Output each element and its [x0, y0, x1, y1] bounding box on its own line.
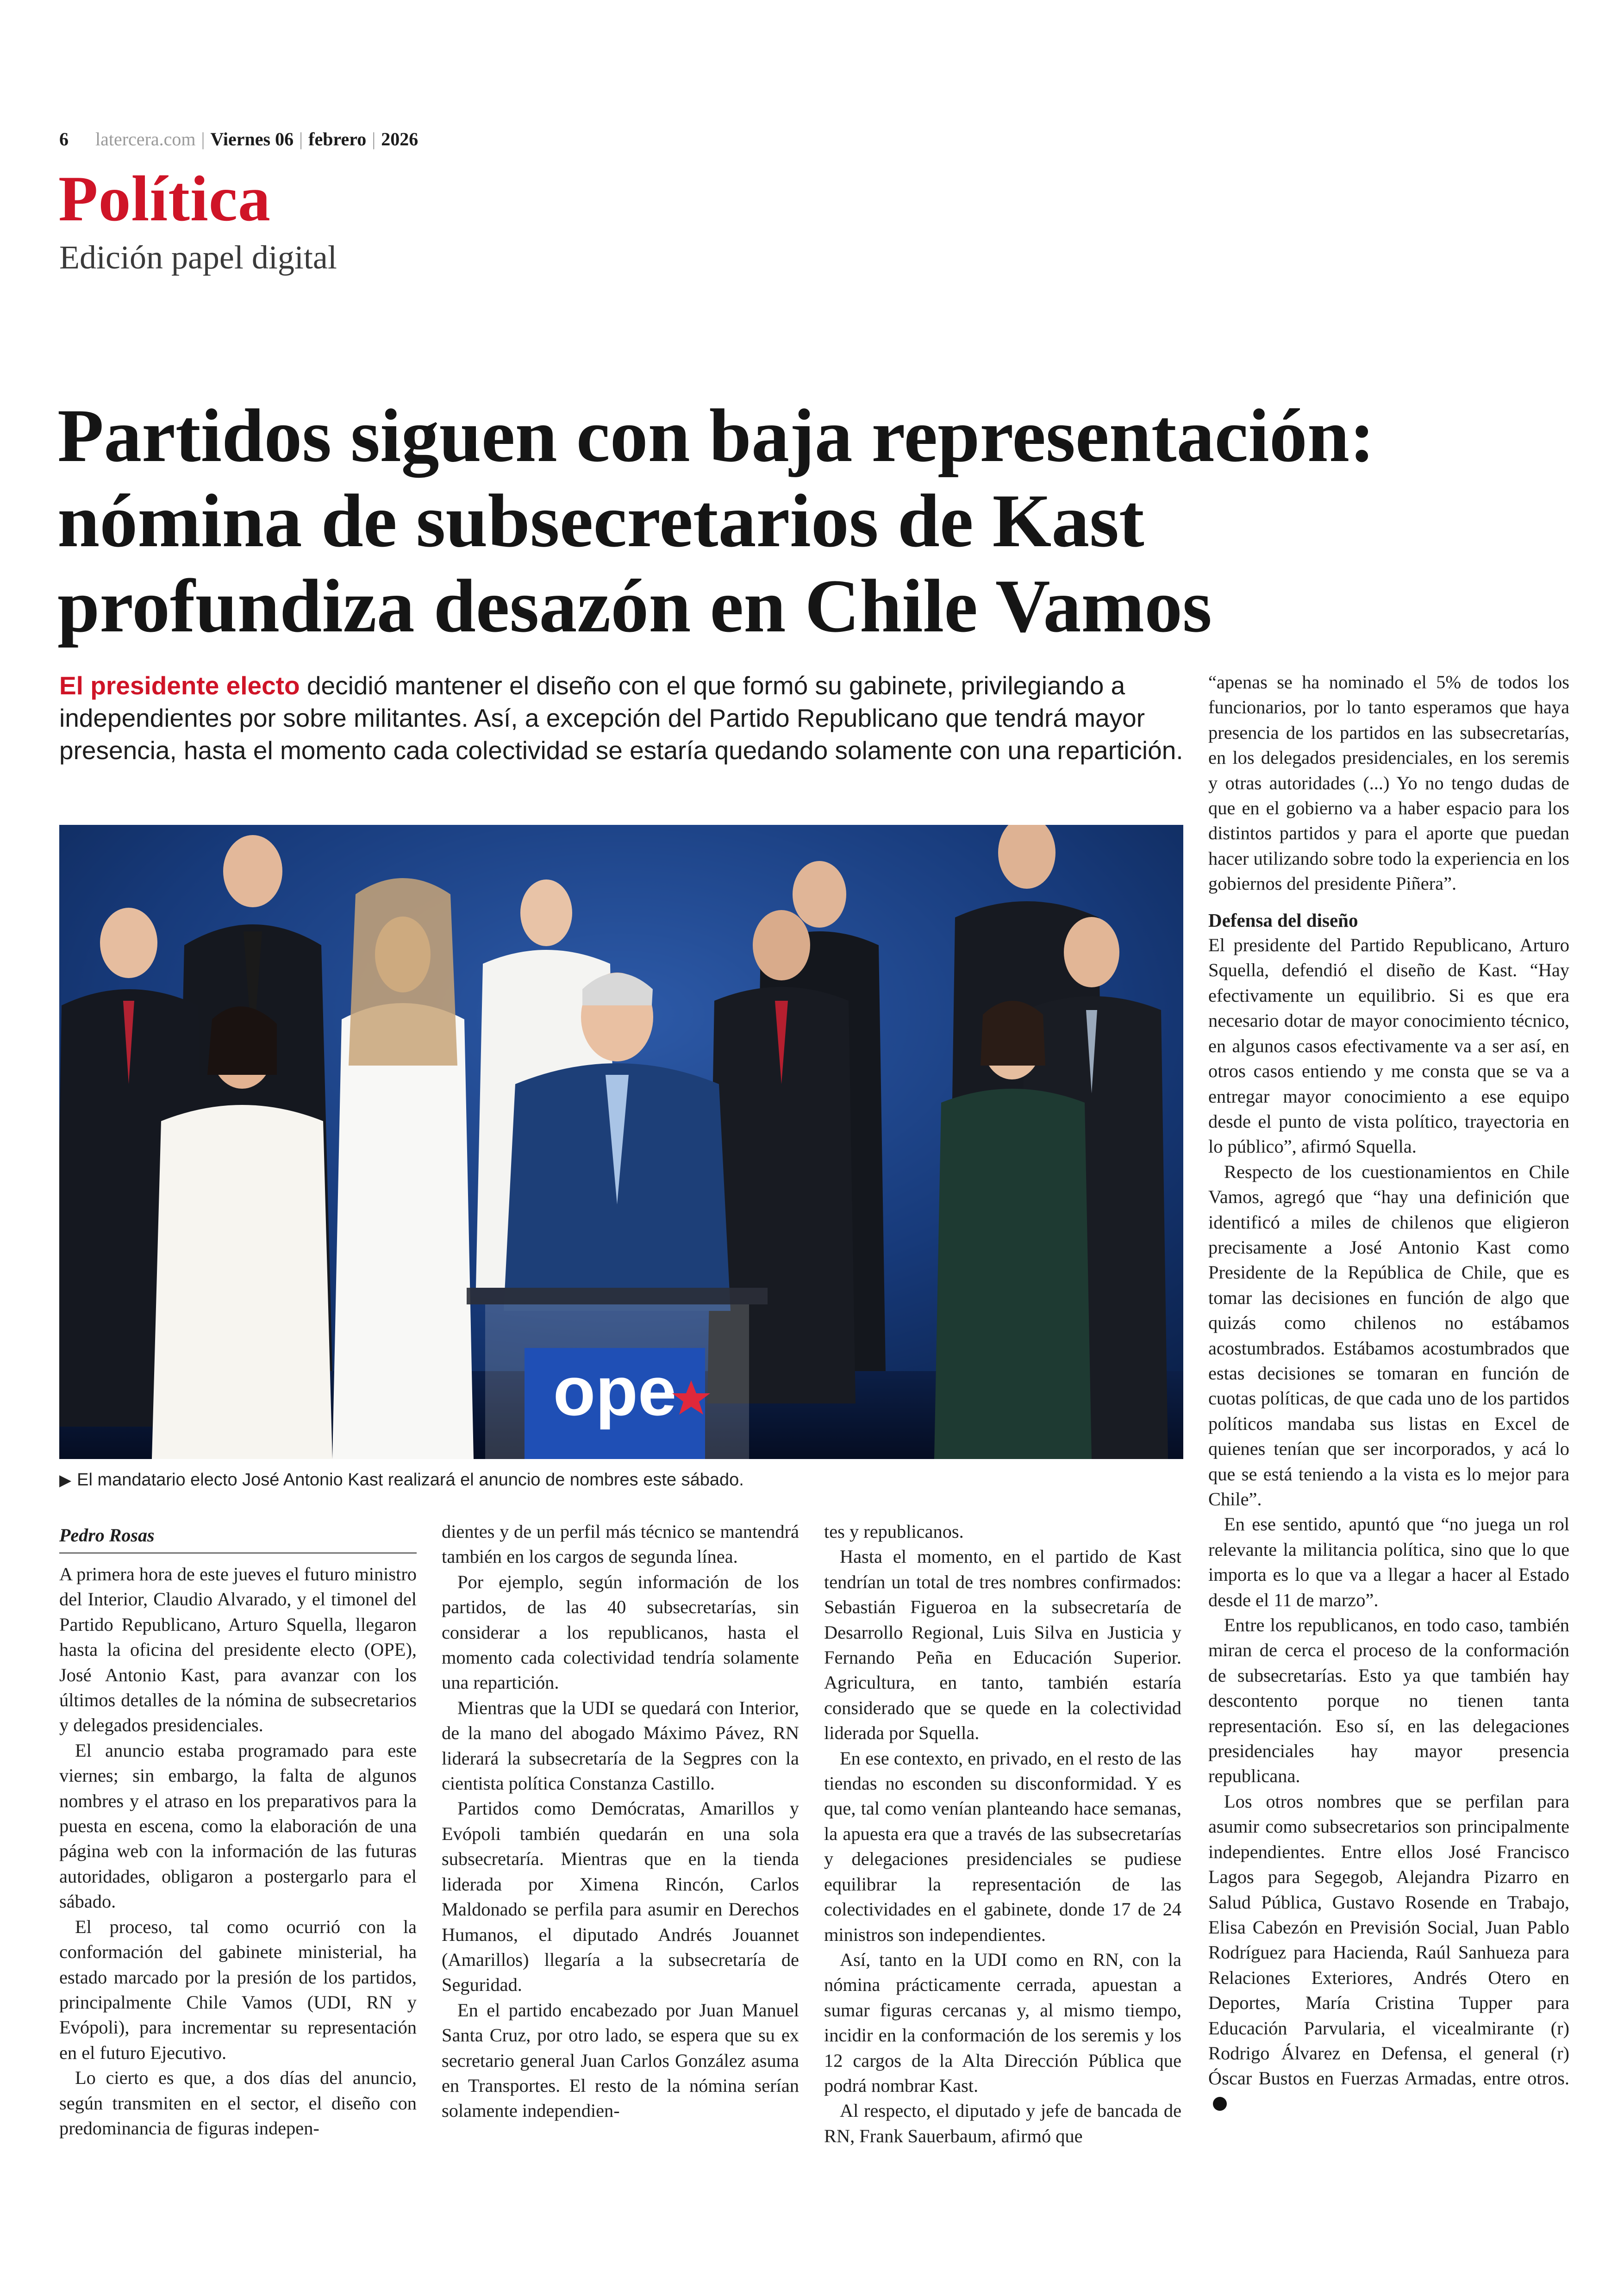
paragraph-text: Los otros nombres que se perfilan para asumir como subsecretarios son principalmente independientes. Entre ellos José Francisco Lagos para Segegob, Alejandra Pizarro en Salud Pública, Gustavo Rosende en Trabajo, Elisa Cabezón en Previsión Social, Juan Pablo Rodríguez para Hacienda, Raúl Sanhueza para Relaciones Exteriores, Andrés Otero en Deportes, María Cristina Tupper para Educación Parvularia, el vicealmirante (r) Rodrigo Álvarez en Defensa, el general (r) Óscar Bustos en Fuerzas Armadas, entre otros. [1208, 1790, 1569, 2089]
paragraph: tes y republicanos. [824, 1521, 964, 1542]
caption-text: El mandatario electo José Antonio Kast realizará el anuncio de nombres este sábado. [77, 1470, 744, 1490]
podium-logo: ope [553, 1352, 677, 1430]
section-title: Política [58, 163, 271, 235]
article-column-1 [59, 1523, 417, 2141]
date-month: febrero [308, 128, 367, 150]
quote-paragraph: “apenas se ha nominado el 5% de todos los funcionarios, por lo tanto esperamos que haya presencia de los partidos en las subsecretarías, en los delegados presidenciales, en los seremis y otras autoridades (...) Yo no tengo dudas de que en el gobierno va a haber espacio para los distintos partidos y para el aporte que puedan hacer utilizando sobre todo la experiencia en los gobiernos del presidente Piñera”. [1208, 672, 1569, 894]
edition-label: Edición papel digital [59, 239, 337, 276]
article-column-4 [1208, 670, 1569, 2116]
paragraph: El anuncio estaba programado para este viernes; sin embargo, la falta de algunos nombres y el atraso en los preparativos para la puesta en escena, como la elaboración de una página web con la información de las futuras autoridades, obligaron a postergarlo para el sábado. [59, 1740, 417, 1912]
paragraph: En ese contexto, en privado, en el resto de las tiendas no esconden su disconformidad. Y es que, tal como venían planteando hace semanas, la apuesta era que a través de las subsecretarías y delegaciones presidenciales se pudiese equilibrar la representación de las colectividades en el gabinete, donde 17 de 24 ministros son independientes. [824, 1747, 1181, 1945]
headline-line: Partidos siguen con baja representación: [57, 394, 1375, 478]
podium [467, 1288, 768, 1459]
paragraph: Partidos como Demócratas, Amarillos y Evópoli también quedarán en una sola subsecretaría. Mientras que en la tienda liderada por Ximena Rincón, Carlos Maldonado se perfila para asumir en Derechos Humanos, el diputado Andrés Jouannet (Amarillos) llegaría a la subsecretaría de Seguridad. [442, 1798, 799, 1996]
caption-arrow-icon: ▶ [59, 1472, 72, 1489]
paragraph: El presidente del Partido Republicano, Arturo Squella, defendió el diseño de Kast. “Hay efectivamente un equilibrio. Si es que era necesario dotar de mayor conocimiento técnico, en algunos casos efectivamente va a ser así, en otros casos entiendo y me consta que se va a entregar mayor conocimiento a ese equipo desde el punto de vista político, trayectoria en lo público”, afirmó Squella. [1208, 935, 1569, 1157]
date-year: 2026 [381, 128, 418, 150]
page-number: 6 [59, 128, 69, 150]
article-column-3 [824, 1519, 1181, 2149]
byline: Pedro Rosas [59, 1523, 417, 1553]
photo-caption [59, 1470, 1183, 1490]
paragraph: A primera hora de este jueves el futuro ministro del Interior, Claudio Alvarado, y el timonel del Partido Republicano, Arturo Squella, llegaron hasta la oficina del presidente electo (OPE), José Antonio Kast, para avanzar con los últimos detalles de la nómina de subsecretarios y delegados presidenciales. [59, 1564, 417, 1736]
news-photo [59, 825, 1183, 1459]
site-link[interactable]: latercera.com [95, 128, 196, 150]
headline-line: profundiza desazón en Chile Vamos [57, 564, 1212, 648]
paragraph: Por ejemplo, según información de los partidos, de las 40 subsecretarías, sin considerar a los republicanos, hasta el momento cada colectividad tendría solamente una repartición. [442, 1571, 799, 1693]
separator: | [201, 128, 205, 150]
paragraph: Al respecto, el diputado y jefe de bancada de RN, Frank Sauerbaum, afirmó que [824, 2100, 1181, 2146]
paragraph: Respecto de los cuestionamientos en Chile Vamos, agregó que “hay una definición que identificó a miles de chilenos que eligieron precisamente a José Antonio Kast como Presidente de la República de Chile, que es tomar las decisiones en función de algo que quizás como chilenos no estábamos acostumbrados. Estábamos acostumbrados que estas decisiones se tomaran en función de cuotas políticas, de que cada uno de los partidos políticos mandaba sus listas en Excel de quienes tenían que ser incorporados, y acá lo que se está teniendo a la vista es lo mejor para Chile”. [1208, 1161, 1569, 1509]
paragraph: El proceso, tal como ocurrió con la conformación del gabinete ministerial, ha estado marcado por la presión de los partidos, principalmente Chile Vamos (UDI, RN y Evópoli), para incrementar su representación en el futuro Ejecutivo. [59, 1916, 417, 2063]
photo-illustration [59, 825, 1183, 1459]
paragraph: Lo cierto es que, a dos días del anuncio, según transmiten en el sector, el diseño con predominancia de figuras indepen- [59, 2067, 417, 2139]
lead-text: decidió mantener el diseño con el que formó su gabinete, privilegiando a independientes por sobre militantes. Así, a excepción del Partido Republicano que tendrá mayor presencia, hasta el momento cada colectividad se estaría quedando solamente con una repartición. [59, 671, 1183, 765]
separator: | [372, 128, 376, 150]
paragraph: En el partido encabezado por Juan Manuel Santa Cruz, por otro lado, se espera que su ex secretario general Juan Carlos González asuma en Transportes. El resto de la nómina serían solamente independien- [442, 1999, 799, 2121]
paragraph: Hasta el momento, en el partido de Kast tendrían un total de tres nombres confirmados: Sebastián Figueroa en la subsecretaría de Desarrollo Regional, Luis Silva en Justicia y Fernando Peña en Educación Superior. Agricultura, en tanto, también estaría considerado que se quede en la colectividad liderada por Squella. [824, 1546, 1181, 1744]
lead-kicker: El presidente electo [59, 671, 300, 700]
paragraph: En ese sentido, apuntó que “no juega un rol relevante la militancia política, sino que lo que importa es lo que va a llegar a hacer al Estado desde el 11 de marzo”. [1208, 1514, 1569, 1610]
lead-paragraph [59, 669, 1189, 767]
paragraph [1208, 1789, 1569, 2116]
separator: | [299, 128, 303, 150]
end-mark-icon [1213, 2097, 1227, 2111]
headline-line: nómina de subsecretarios de Kast [57, 479, 1144, 563]
paragraph: Entre los republicanos, en todo caso, también miran de cerca el proceso de la conformación de subsecretarías. Esto ya que también hay descontento porque no tienen tanta representación. Eso sí, en las delegaciones presidenciales hay mayor presencia republicana. [1208, 1615, 1569, 1787]
paragraph: Así, tanto en la UDI como en RN, con la nómina prácticamente cerrada, apuestan a sumar figuras cercanas y, al mismo tiempo, incidir en la conformación de los seremis y los 12 cargos de la Alta Dirección Pública que podrá nombrar Kast. [824, 1949, 1181, 2096]
subheading: Defensa del diseño [1208, 909, 1358, 931]
article-column-2 [442, 1519, 799, 2124]
date-day: Viernes 06 [210, 128, 294, 150]
paragraph: dientes y de un perfil más técnico se mantendrá también en los cargos de segunda línea. [442, 1521, 799, 1567]
headline [57, 393, 1576, 649]
masthead [59, 124, 418, 154]
paragraph: Mientras que la UDI se quedará con Interior, de la mano del abogado Máximo Pávez, RN liderará la subsecretaría de la Segpres con la cientista política Constanza Castillo. [442, 1697, 799, 1794]
